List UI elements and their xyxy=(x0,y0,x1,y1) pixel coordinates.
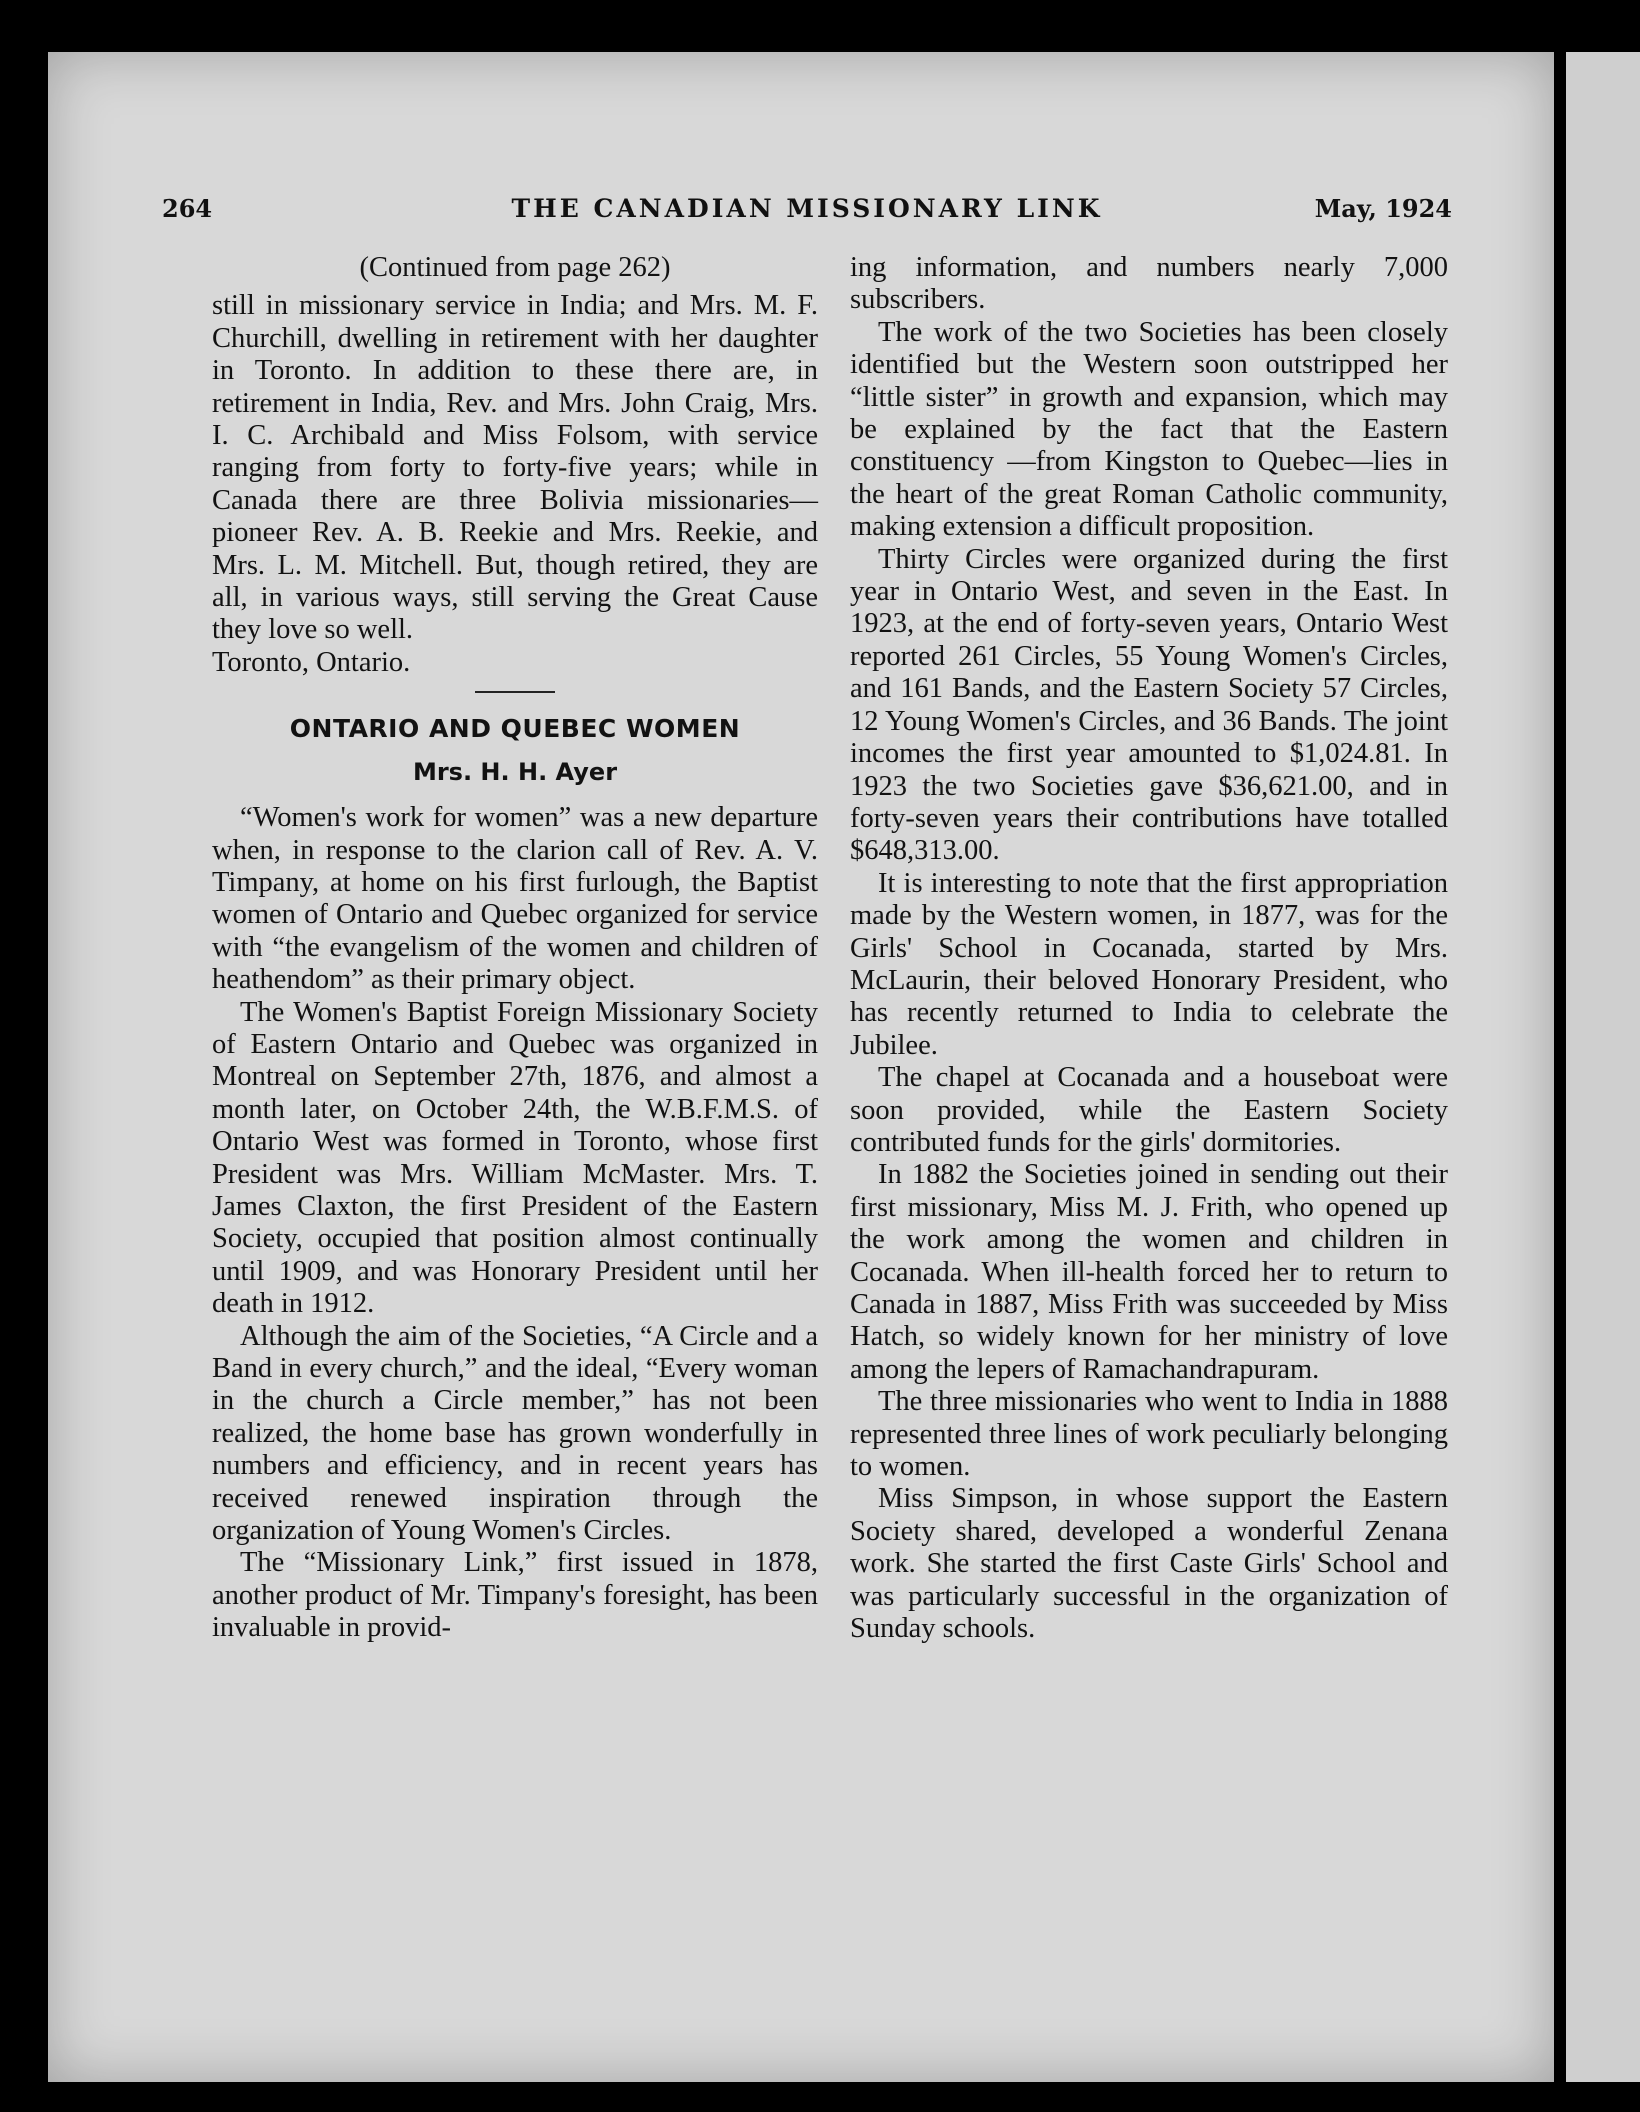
left-column xyxy=(212,252,818,1645)
paragraph: In 1882 the Societies joined in sending out their first missionary, Miss M. J. Frith, who opened up the work among the women and children in Cocanada. When ill-health forced her to return to Canada in 1887, Miss Frith was succeeded by Miss Hatch, so widely known for her ministry of love among the lepers of Ramachandrapuram. xyxy=(850,1159,1448,1385)
continued-note: (Continued from page 262) xyxy=(359,252,671,283)
publication-title: THE CANADIAN MISSIONARY LINK xyxy=(511,194,1103,223)
article-title: ONTARIO AND QUEBEC WOMEN xyxy=(289,714,741,744)
paragraph: The chapel at Cocanada and a houseboat were soon provided, while the Eastern Society contributed funds for the girls' dormitories. xyxy=(850,1062,1448,1158)
paragraph: still in missionary service in India; and Mrs. M. F. Churchill, dwelling in retirement with her daughter in Toronto. In addition to these there are, in retirement in India, Rev. and Mrs. John Craig, Mrs. I. C. Archibald and Miss Folsom, with service ranging from forty to forty-five years; while in Canada there are three Bolivia missionaries—pioneer Rev. A. B. Reekie and Mrs. Reekie, and Mrs. L. M. Mitchell. But, though retired, they are all, in various ways, still serving the Great Cause they love so well. xyxy=(212,290,818,646)
paragraph: It is interesting to note that the first appropriation made by the Western women, in 1877, was for the Girls' School in Cocanada, started by Mrs. McLaurin, their beloved Honorary President, who has recently returned to India to celebrate the Jubilee. xyxy=(850,867,1448,1061)
dateline: Toronto, Ontario. xyxy=(212,646,411,678)
paragraph: Thirty Circles were organized during the first year in Ontario West, and seven in the East. In 1923, at the end of forty-seven years, Ontario West reported 261 Circles, 55 Young Women's Circles, and 161 Bands, and the Eastern Society 57 Circles, 12 Young Women's Circles, and 36 Bands. The joint incomes the first year amounted to $1,024.81. In 1923 the two Societies gave $36,621.00, and in forty-seven years their contributions have totalled $648,313.00. xyxy=(850,543,1448,867)
adjacent-page-edge xyxy=(1566,52,1640,2082)
paragraph: ing information, and numbers nearly 7,000 subscribers. xyxy=(850,252,1448,316)
paragraph: The work of the two Societies has been closely identified but the Western soon outstripped her “little sister” in growth and expansion, which may be explained by the fact that the Eastern constituency —from Kingston to Quebec—lies in the heart of the great Roman Catholic community, making extension a difficult proposition. xyxy=(850,316,1448,543)
paragraph: The Women's Baptist Foreign Missionary Society of Eastern Ontario and Quebec was organized in Montreal on September 27th, 1876, and almost a month later, on October 24th, the W.B.F.M.S. of Ontario West was formed in Toronto, whose first President was Mrs. William McMaster. Mrs. T. James Claxton, the first President of the Eastern Society, occupied that position almost continually until 1909, and was Honorary President until her death in 1912. xyxy=(212,996,818,1320)
section-divider xyxy=(475,691,555,693)
right-column xyxy=(850,252,1448,1645)
author-byline: Mrs. H. H. Ayer xyxy=(412,757,618,786)
paragraph: The three missionaries who went to India in 1888 represented three lines of work peculiarly belonging to women. xyxy=(850,1386,1448,1483)
issue-date: May, 1924 xyxy=(1314,194,1452,223)
paragraph: The “Missionary Link,” first issued in 1878, another product of Mr. Timpany's foresight, has been invaluable in provid- xyxy=(212,1547,818,1644)
page-header xyxy=(162,194,1452,234)
page-number: 264 xyxy=(162,194,213,223)
paragraph: “Women's work for women” was a new departure when, in response to the clarion call of Rev. A. V. Timpany, at home on his first furlough, the Baptist women of Ontario and Quebec organized for service with “the evangelism of the women and children of heathendom” as their primary object. xyxy=(212,802,818,996)
paragraph: Miss Simpson, in whose support the Eastern Society shared, developed a wonderful Zenana work. She started the first Caste Girls' School and was particularly successful in the organization of Sunday schools. xyxy=(850,1483,1448,1645)
paragraph: Although the aim of the Societies, “A Circle and a Band in every church,” and the ideal, “Every woman in the church a Circle member,” has not been realized, the home base has grown wonderfully in numbers and efficiency, and in recent years has received renewed inspiration through the organization of Young Women's Circles. xyxy=(212,1320,818,1547)
